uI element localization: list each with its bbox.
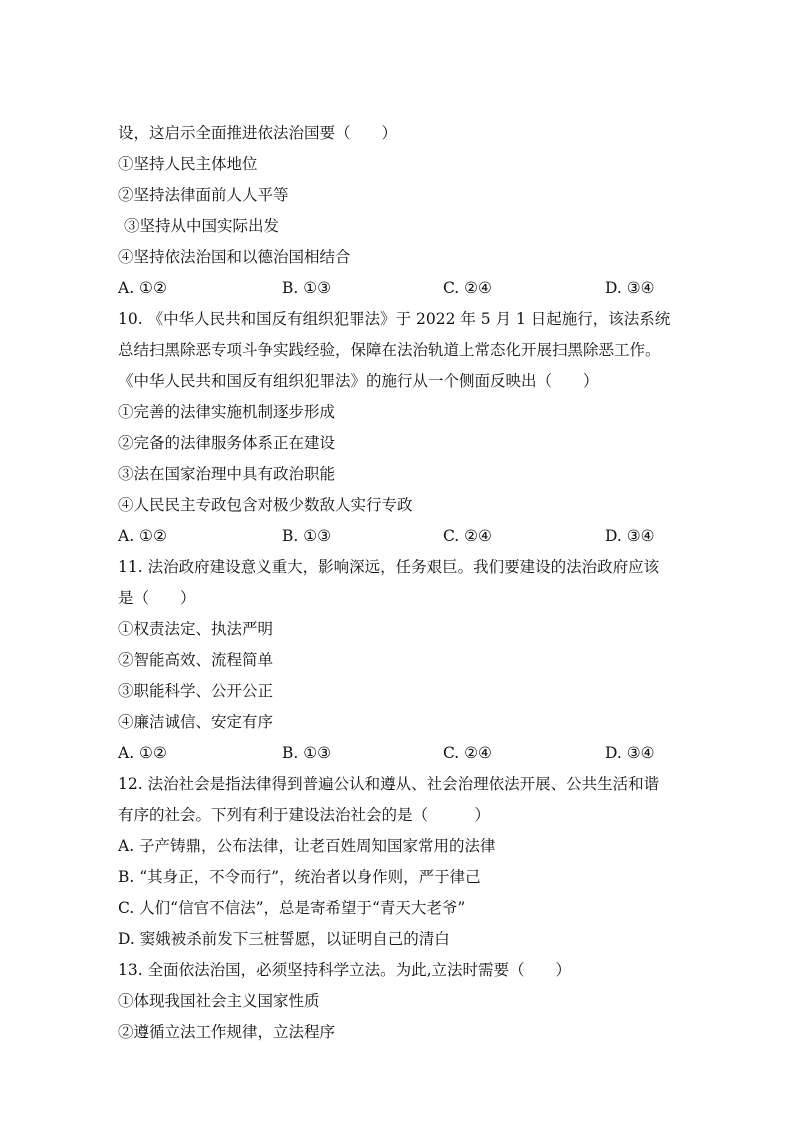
q10-option-b: B. ①③ — [282, 527, 332, 545]
q9-item-4: ④坚持依法治国和以德治国相结合 — [118, 248, 351, 266]
q10-stem-line-3: 《中华人民共和国反有组织犯罪法》的施行从一个侧面反映出（ ） — [118, 372, 599, 390]
q11-stem-line-2: 是（ ） — [118, 589, 196, 607]
q10-item-3: ③法在国家治理中具有政治职能 — [118, 465, 336, 483]
q12-choice-b: B. “其身正，不令而行”，统治者以身作则，严于律己 — [118, 868, 481, 886]
q11-option-d: D. ③④ — [605, 744, 655, 762]
q13-item-2: ②遵循立法工作规律，立法程序 — [118, 1023, 336, 1041]
q10-option-c: C. ②④ — [443, 527, 492, 545]
q11-option-a: A. ①② — [118, 744, 167, 762]
q9-stem-end: 设，这启示全面推进依法治国要（ ） — [118, 124, 398, 142]
q10-item-2: ②完备的法律服务体系正在建设 — [118, 434, 336, 452]
q10-option-d: D. ③④ — [605, 527, 655, 545]
q11-stem-line-1: 11. 法治政府建设意义重大，影响深远，任务艰巨。我们要建设的法治政府应该 — [118, 558, 660, 576]
q12-stem-line-1: 12. 法治社会是指法律得到普遍公认和遵从、社会治理依法开展、公共生活和谐 — [118, 775, 660, 793]
q10-stem-line-1: 10. 《中华人民共和国反有组织犯罪法》于 2022 年 5 月 1 日起施行，该法系统 — [118, 310, 671, 328]
q12-stem-line-2: 有序的社会。下列有利于建设法治社会的是（ ） — [118, 806, 491, 824]
q11-option-b: B. ①③ — [282, 744, 332, 762]
q11-item-4: ④廉洁诚信、安定有序 — [118, 713, 274, 731]
q11-item-3: ③职能科学、公开公正 — [118, 682, 274, 700]
q10-item-4: ④人民民主专政包含对极少数敌人实行专政 — [118, 496, 413, 514]
q9-option-b: B. ①③ — [282, 279, 332, 297]
q9-option-d: D. ③④ — [605, 279, 655, 297]
q12-choice-a: A. 子产铸鼎，公布法律，让老百姓周知国家常用的法律 — [118, 837, 496, 855]
q10-item-1: ①完善的法律实施机制逐步形成 — [118, 403, 336, 421]
q11-item-2: ②智能高效、流程简单 — [118, 651, 274, 669]
q9-option-a: A. ①② — [118, 279, 167, 297]
q11-item-1: ①权责法定、执法严明 — [118, 620, 274, 638]
q9-item-1: ①坚持人民主体地位 — [118, 155, 258, 173]
q12-choice-c: C. 人们“信官不信法”，总是寄希望于“青天大老爷” — [118, 899, 466, 917]
q10-stem-line-2: 总结扫黑除恶专项斗争实践经验，保障在法治轨道上常态化开展扫黑除恶工作。 — [118, 341, 661, 359]
q10-option-a: A. ①② — [118, 527, 167, 545]
q11-option-c: C. ②④ — [443, 744, 492, 762]
q9-option-c: C. ②④ — [443, 279, 492, 297]
q13-stem-line-1: 13. 全面依法治国，必须坚持科学立法。为此,立法时需要（ ） — [118, 961, 572, 979]
q9-item-2: ②坚持法律面前人人平等 — [118, 186, 289, 204]
q9-item-3: ③坚持从中国实际出发 — [124, 217, 280, 235]
q12-choice-d: D. 窦娥被杀前发下三桩誓愿，以证明自己的清白 — [118, 930, 450, 948]
q13-item-1: ①体现我国社会主义国家性质 — [118, 992, 320, 1010]
